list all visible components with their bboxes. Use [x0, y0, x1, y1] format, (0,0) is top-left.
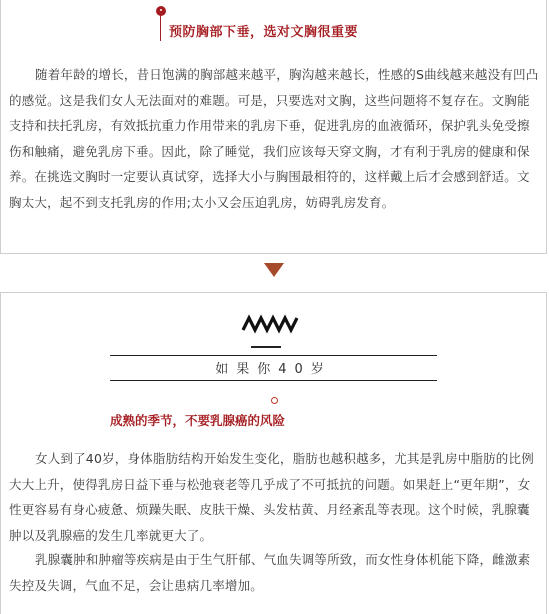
section2-paragraph-1: 女人到了40岁，身体脂肪结构开始发生变化，脂肪也越积越多，尤其是乳房中脂肪的比例大大上升，使得乳房日益下垂与松弛衰老等几乎成了不可抵抗的问题。如果赶上“更年期”，女性更容易有身心疲惫、烦躁失眠、皮肤干燥、头发枯黄、月经紊乱等表现。这个时候，乳腺囊肿以及乳腺癌的发生几率就更大了。 — [9, 451, 534, 543]
pin-stem — [160, 15, 161, 41]
title-rule-bottom — [110, 380, 437, 381]
title-rule-top — [110, 355, 437, 356]
section2-title: 如果你40岁 — [215, 362, 332, 377]
section1-heading: 预防胸部下垂，选对文胸很重要 — [169, 25, 359, 40]
section1-paragraph: 随着年龄的增长，昔日饱满的胸部越来越平，胸沟越来越长，性感的S曲线越来越没有凹凸的感觉。这是我们女人无法面对的难题。可是，只要选对文胸，这些问题将不复存在。文胸能支持和扶托乳房，有效抵抗重力作用带来的乳房下垂，促进乳房的血液循环，保护乳头免受擦伤和触痛，避免乳房下垂。因此，除了睡觉，我们应该每天穿文胸，才有利于乳房的健康和保养。在挑选文胸时一定要认真试穿，选择大小与胸围最相符的，这样戴上后才会感到舒适。文胸太大，起不到支托乳房的作用;太小又会压迫乳房，妨碍乳房发育。 — [9, 67, 539, 210]
section2-heading: 成熟的季节，不要乳腺癌的风险 — [110, 413, 286, 428]
section2-paragraph-2: 乳腺囊肿和肿瘤等疾病是由于生气肝郁、气血失调等所致，而女性身体机能下降，雌激素失控及失调，气血不足，会让患病几率增加。 — [9, 552, 531, 593]
pin-icon — [156, 6, 166, 16]
down-arrow-icon — [264, 263, 284, 277]
zigzag-icon — [241, 312, 299, 334]
ring-icon — [271, 397, 278, 404]
zigzag-underline — [251, 346, 281, 348]
